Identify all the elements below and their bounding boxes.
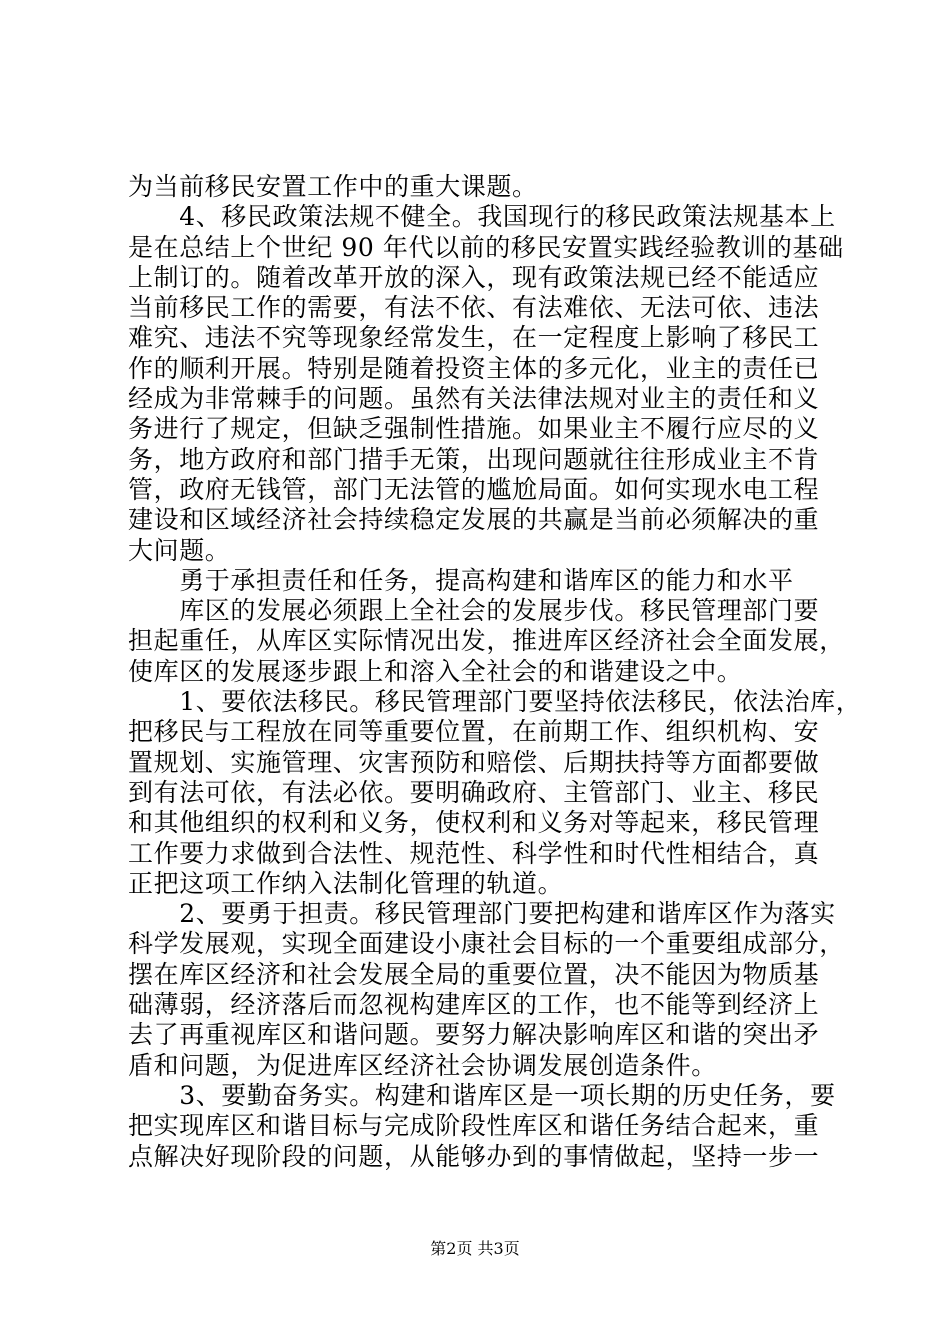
section-heading: 勇于承担责任和任务，提高构建和谐库区的能力和水平	[128, 565, 794, 595]
text-line: 建设和区域经济社会持续稳定发展的共赢是当前必须解决的重	[128, 505, 820, 535]
text-line: 把实现库区和谐目标与完成阶段性库区和谐任务结合起来，重	[128, 1111, 820, 1141]
text-line: 作的顺利开展。特别是随着投资主体的多元化，业主的责任已	[128, 353, 820, 383]
text-line: 工作要力求做到合法性、规范性、科学性和时代性相结合，真	[128, 838, 820, 868]
text-line: 当前移民工作的需要，有法不依、有法难依、无法可依、违法	[128, 293, 820, 323]
text-line: 到有法可依，有法必依。要明确政府、主管部门、业主、移民	[128, 777, 820, 807]
text-line: 使库区的发展逐步跟上和溶入全社会的和谐建设之中。	[128, 656, 743, 686]
text-line: 点解决好现阶段的问题，从能够办到的事情做起，坚持一步一	[128, 1141, 820, 1171]
text-line: 1、要依法移民。移民管理部门要坚持依法移民，依法治库，	[128, 687, 862, 717]
page-footer: 第2页 共3页	[430, 1239, 520, 1258]
text-line: 担起重任，从库区实际情况出发，推进库区经济社会全面发展，	[128, 626, 845, 656]
text-line: 经成为非常棘手的问题。虽然有关法律法规对业主的责任和义	[128, 384, 820, 414]
text-line: 4、移民政策法规不健全。我国现行的移民政策法规基本上	[128, 202, 836, 232]
text-line: 为当前移民安置工作中的重大课题。	[128, 172, 538, 201]
text-line: 务，地方政府和部门措手无策，出现问题就往往形成业主不肯	[128, 444, 820, 474]
text-line: 去了再重视库区和谐问题。要努力解决影响库区和谐的突出矛	[128, 1020, 820, 1050]
text-line: 摆在库区经济和社会发展全局的重要位置，决不能因为物质基	[128, 959, 820, 989]
text-line: 础薄弱，经济落后而忽视构建库区的工作，也不能等到经济上	[128, 990, 820, 1020]
text-line: 盾和问题，为促进库区经济社会协调发展创造条件。	[128, 1050, 717, 1080]
text-line: 3、要勤奋务实。构建和谐库区是一项长期的历史任务，要	[128, 1080, 836, 1110]
text-line: 上制订的。随着改革开放的深入，现有政策法规已经不能适应	[128, 262, 820, 292]
document-body	[128, 172, 862, 1172]
text-line: 正把这项工作纳入法制化管理的轨道。	[128, 868, 564, 898]
text-line: 科学发展观，实现全面建设小康社会目标的一个重要组成部分，	[128, 929, 845, 959]
text-line: 管，政府无钱管，部门无法管的尴尬局面。如何实现水电工程	[128, 474, 820, 504]
text-line: 和其他组织的权利和义务，使权利和义务对等起来，移民管理	[128, 808, 820, 838]
text-line: 库区的发展必须跟上全社会的发展步伐。移民管理部门要	[128, 596, 820, 626]
text-line: 是在总结上个世纪 90 年代以前的移民安置实践经验教训的基础	[128, 232, 844, 262]
text-line: 把移民与工程放在同等重要位置，在前期工作、组织机构、安	[128, 717, 820, 747]
text-line: 难究、违法不究等现象经常发生，在一定程度上影响了移民工	[128, 323, 820, 353]
text-line: 大问题。	[128, 535, 231, 565]
text-line: 2、要勇于担责。移民管理部门要把构建和谐库区作为落实	[128, 899, 836, 929]
text-line: 务进行了规定，但缺乏强制性措施。如果业主不履行应尽的义	[128, 414, 820, 444]
text-line: 置规划、实施管理、灾害预防和赔偿、后期扶持等方面都要做	[128, 747, 820, 777]
